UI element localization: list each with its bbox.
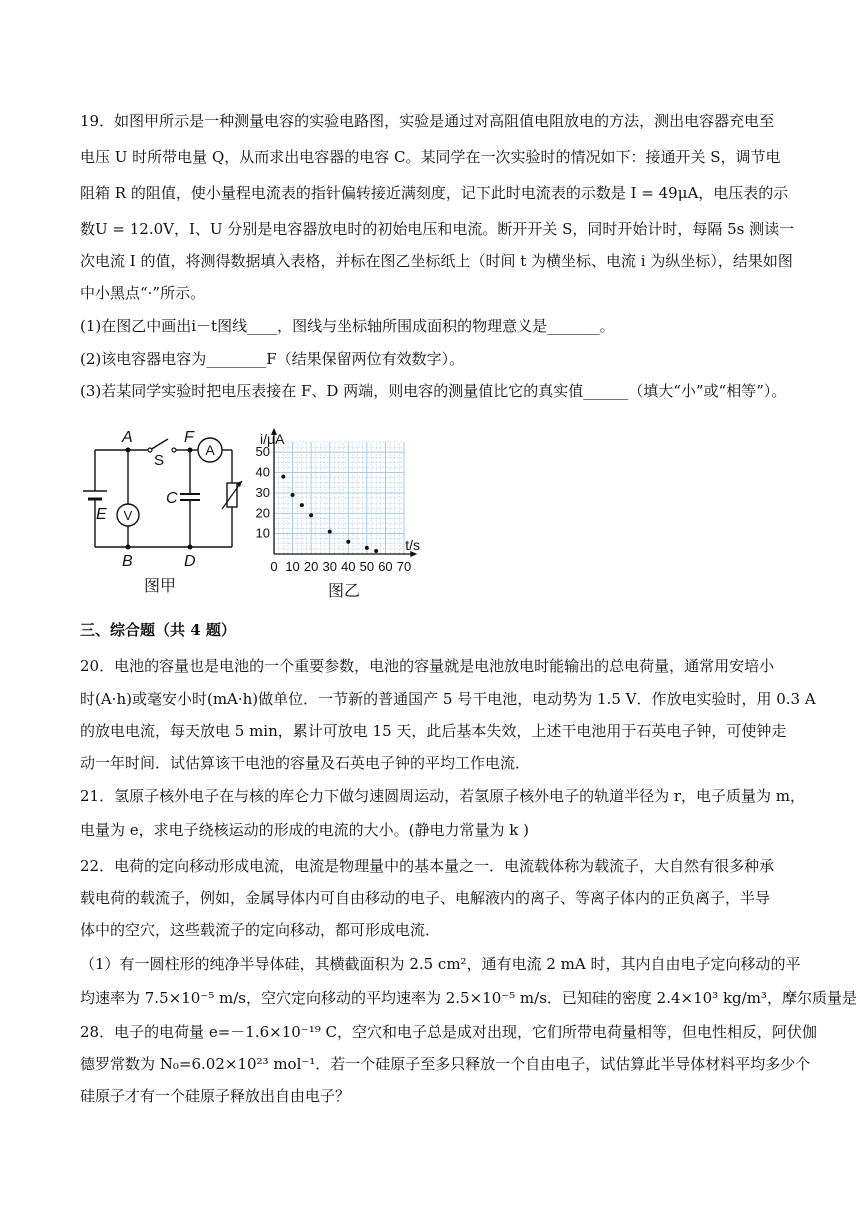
x-axis-label: t/s <box>405 537 420 553</box>
y-axis-label: i/μA <box>260 431 285 447</box>
junction-dot <box>188 448 193 453</box>
circuit-diagram <box>70 425 250 605</box>
q20-line: 动一年时间．试估算该干电池的容量及石英电子钟的平均工作电流． <box>80 754 531 772</box>
ammeter-label: A <box>205 442 215 458</box>
voltmeter-label: V <box>123 508 133 523</box>
data-point <box>328 530 332 534</box>
junction-dot <box>126 545 131 550</box>
q20-line: 20．电池的容量也是电池的一个重要参数，电池的容量就是电池放电时能输出的总电荷量，通常用安培小 <box>80 657 775 675</box>
junction-dot <box>126 448 131 453</box>
q19-subquestion-2: (2)该电容器电容为________F（结果保留两位有效数字）。 <box>80 350 465 368</box>
switch-label: S <box>154 452 165 469</box>
x-tick-label: 50 <box>359 559 375 574</box>
grid <box>274 442 404 554</box>
x-tick-label: 30 <box>322 559 337 574</box>
y-tick-label: 30 <box>255 484 270 500</box>
q19-line: 数U = 12.0V，I、U 分别是电容器放电时的初始电压和电流。断开开关 S，同时开始计时，每隔 5s 测读一 <box>80 220 795 238</box>
q21-line: 电量为 e，求电子绕核运动的形成的电流的大小。(静电力常量为 k ) <box>80 821 529 839</box>
q19-line: 电压 U 时所带电量 Q，从而求出电容器的电容 C。某同学在一次实验时的情况如下：接通开关 S，调节电 <box>80 148 781 166</box>
data-point <box>346 540 350 544</box>
junction-dot <box>188 545 193 550</box>
x-tick-label: 40 <box>341 559 356 574</box>
y-tick-label: 10 <box>255 525 270 541</box>
q20-line: 的放电电流，每天放电 5 min，累计可放电 15 天，此后基本失效，上述干电池用于石英电子钟，可使钟走 <box>80 722 787 740</box>
node-label-b: B <box>122 553 133 570</box>
figure-caption-a: 图甲 <box>144 576 177 595</box>
data-point <box>365 546 369 550</box>
figure-caption-b: 图乙 <box>328 583 361 600</box>
q22-line: 体中的空穴，这些载流子的定向移动，都可形成电流． <box>80 921 441 939</box>
q22-line: 22．电荷的定向移动形成电流，电流是物理量中的基本量之一．电流载体称为载流子，大自然有很多种承 <box>80 857 775 875</box>
switch-contact <box>148 448 152 452</box>
q19-subquestion-1: (1)在图乙中画出i－t图线____，图线与坐标轴所围成面积的物理意义是_______。 <box>80 317 615 335</box>
node-label-d: D <box>184 553 196 570</box>
q22-line: 均速率为 7.5×10⁻⁵ m/s，空穴定向移动的平均速率为 2.5×10⁻⁵ m/s．已知硅的密度 2.4×10³ kg/m³，摩尔质量是 <box>80 989 857 1007</box>
x-tick-label: 60 <box>378 559 393 574</box>
q21-line: 21．氢原子核外电子在与核的库仑力下做匀速圆周运动，若氢原子核外电子的轨道半径为 r，电子质量为 m， <box>80 787 806 805</box>
switch-contact <box>172 448 176 452</box>
q19-subquestion-3: (3)若某同学实验时把电压表接在 F、D 两端，则电容的测量值比它的真实值______（填大“小”或“相等”）。 <box>80 382 787 400</box>
q22-line: 德罗常数为 N₀=6.02×10²³ mol⁻¹．若一个硅原子至多只释放一个自由电子，试估算此半导体材料平均多少个 <box>80 1055 811 1073</box>
x-tick-label: 0 <box>270 559 278 574</box>
q19-line: 中小黑点“·”所示。 <box>80 284 206 302</box>
q19-line: 次电流 I 的值，将测得数据填入表格，并标在图乙坐标纸上（时间 t 为横坐标、电流 i 为纵坐标），结果如图 <box>80 252 793 270</box>
q19-line: 19．如图甲所示是一种测量电容的实验电路图，实验是通过对高阻值电阻放电的方法，测出电容器充电至 <box>80 112 775 130</box>
data-point <box>291 493 295 497</box>
capacitor-label: C <box>166 490 178 507</box>
q22-line: 载电荷的载流子，例如，金属导体内可自由移动的电子、电解液内的离子、等离子体内的正负离子，半导 <box>80 889 771 907</box>
data-point <box>309 513 313 517</box>
node-label-a: A <box>122 429 133 446</box>
q22-subquestion-1: （1）有一圆柱形的纯净半导体硅，其横截面积为 2.5 cm²，通有电流 2 mA 时，其内自由电子定向移动的平 <box>80 955 801 973</box>
node-label-f: F <box>184 429 194 446</box>
section-heading: 三、综合题（共 4 题） <box>80 621 236 639</box>
q22-line: 硅原子才有一个硅原子释放出自由电子？ <box>80 1087 351 1105</box>
battery-label: E <box>96 506 107 523</box>
y-tick-label: 40 <box>255 464 270 480</box>
y-tick-label: 20 <box>255 505 270 521</box>
data-point <box>281 475 285 479</box>
q20-line: 时(A·h)或毫安小时(mA·h)做单位．一节新的普通国产 5 号干电池，电动势为 1.5 V．作放电实验时，用 0.3 A <box>80 690 816 708</box>
y-tick-label: 50 <box>255 444 270 460</box>
data-point <box>374 549 378 553</box>
current-time-graph <box>252 422 432 608</box>
q19-line: 阻箱 R 的阻值，使小量程电流表的指针偏转接近满刻度，记下此时电流表的示数是 I = 49μA，电压表的示 <box>80 184 789 202</box>
x-tick-label: 10 <box>285 559 300 574</box>
x-tick-label: 70 <box>396 559 412 574</box>
data-point <box>300 503 304 507</box>
x-tick-label: 20 <box>303 559 319 574</box>
q22-line: 28．电子的电荷量 e=－1.6×10⁻¹⁹ C，空穴和电子总是成对出现，它们所带电荷量相等，但电性相反，阿伏伽 <box>80 1023 818 1041</box>
